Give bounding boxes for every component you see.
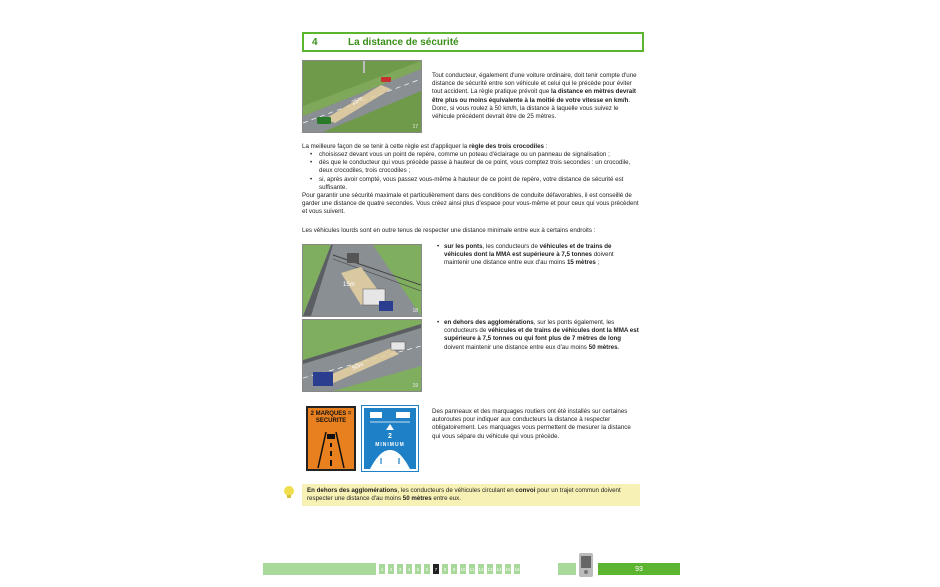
heavy1-bold-3: 15 mètres	[566, 259, 596, 267]
road-illustration	[303, 61, 421, 132]
chapter-tab-4[interactable]: 4	[405, 563, 413, 575]
orange-sign-text: 2 MARQUES = SECURITE	[310, 411, 352, 424]
signs-explanation: Des panneaux et des marquages routiers ont été installés sur certaines autoroutes pour indiquer aux conducteurs la distance à respecter obligatoirement. Les marquages vous permettent de mesurer la distance qui vous sépare du véhicule qui vous précède.	[432, 408, 631, 440]
chapter-tab-11[interactable]: 11	[468, 563, 476, 575]
two-marks-sign	[306, 406, 356, 471]
heavy1-text-2: doivent maintenir une distance entre eux d'au moins	[444, 251, 614, 267]
intro-paragraph	[432, 72, 640, 121]
footer-bar-left	[263, 563, 376, 575]
tip-bold-2: convoi	[515, 487, 536, 494]
lightbulb-icon	[282, 485, 296, 499]
footer-bar-mid	[558, 563, 576, 575]
heavy2-text-2: doivent maintenir une distance entre eux d'au moins	[444, 343, 589, 351]
img1-distance-label: 25m	[351, 95, 365, 107]
crocodile-rule-name: règle des trois crocodiles	[468, 143, 544, 150]
minimum-distance-sign	[362, 406, 418, 471]
bullet-icon: •	[437, 319, 440, 326]
img1-number: 17	[412, 124, 418, 130]
bridge-image-15m	[302, 244, 422, 317]
section-header	[302, 32, 644, 52]
heavy2-text-3: .	[617, 343, 620, 351]
road-markings-icon	[308, 430, 354, 468]
chapter-tab-1[interactable]: 1	[378, 563, 386, 575]
highway-illustration	[303, 320, 421, 391]
heavy2-text-1: , sur les ponts également, les conducteurs de	[444, 319, 615, 335]
bridge-illustration	[303, 245, 421, 316]
blue-sign-top: 2	[388, 433, 392, 440]
chapter-tab-10[interactable]: 10	[459, 563, 467, 575]
tip-bold-3: 50 mètres	[402, 495, 432, 503]
heavy-vehicles-intro: Les véhicules lourds sont en outre tenus de respecter une distance minimale entre eux à certains endroits :	[302, 227, 596, 234]
section-number: 4	[312, 36, 318, 48]
crocodile-lead	[302, 143, 640, 151]
chapter-tab-7[interactable]: 7	[432, 563, 440, 575]
img2-number: 18	[412, 308, 418, 314]
chapter-tab-16[interactable]: 16	[513, 563, 521, 575]
blue-sign-text: MINIMUM	[375, 442, 405, 448]
intro-text-1: Tout conducteur, également d'une voiture ordinaire, doit tenir compte d'une distance de sécurité entre son véhicule et celui qui le précède pour éviter tout accident. La règle pratique prévoit que	[432, 72, 637, 96]
crocodile-list	[303, 151, 641, 192]
chapter-tab-3[interactable]: 3	[396, 563, 404, 575]
intro-text-2: . Donc, si vous roulez à 50 km/h, la distance à laquelle vous suivez le véhicule précédent devrait être de 25 mètres.	[432, 96, 631, 121]
heavy-vehicles-bridges	[437, 243, 640, 268]
chapter-tab-6[interactable]: 6	[423, 563, 431, 575]
chapter-navigation	[378, 563, 521, 575]
tip-text-3: entre eux.	[431, 495, 461, 503]
heavy2-bold-1: en dehors des agglomérations	[444, 319, 534, 326]
list-item: • dès que le conducteur qui vous précède passe à hauteur de ce point, vous comptez trois secondes : un crocodile, deux crocodiles, trois crocodiles ;	[319, 159, 641, 175]
distance-sign-icon	[364, 408, 416, 469]
chapter-tab-5[interactable]: 5	[414, 563, 422, 575]
heavy-vehicles-outside-towns	[437, 319, 640, 352]
chapter-tab-15[interactable]: 15	[504, 563, 512, 575]
heavy2-bold-2: véhicules et de trains de véhicules dont la MMA est supérieure à 7,5 tonnes ou qui font plus de 7 mètres de long	[444, 327, 639, 343]
crocodile-lead-end: :	[543, 143, 548, 150]
road-image-25m	[302, 60, 422, 133]
tip-box	[302, 484, 640, 506]
list-item: • si, après avoir compté, vous passez vous-même à hauteur de ce point de repère, votre distance de sécurité est suffisante.	[319, 176, 641, 192]
chapter-tab-9[interactable]: 9	[450, 563, 458, 575]
heavy1-text-3: ;	[595, 259, 600, 267]
list-item: • choisissez devant vous un point de repère, comme un poteau d'éclairage ou un panneau de signalisation ;	[319, 151, 641, 159]
heavy1-text-1: , les conducteurs de	[482, 243, 540, 250]
chapter-tab-12[interactable]: 12	[477, 563, 485, 575]
chapter-tab-2[interactable]: 2	[387, 563, 395, 575]
bullet-icon: •	[437, 243, 440, 250]
heavy1-bold-2: véhicules et de trains de véhicules dont la MMA est supérieure à 7,5 tonnes	[444, 243, 612, 259]
crocodile-lead-text: La meilleure façon de se tenir à cette règle est d'appliquer la	[302, 143, 469, 150]
img3-distance-label: 50m	[351, 361, 365, 372]
heavy1-bold-1: sur les ponts	[444, 243, 483, 250]
intro-bold: la distance en mètres devrait être plus ou moins équivalente à la moitié de votre vitesse en km/h	[432, 88, 636, 104]
device-icon	[577, 553, 595, 577]
chapter-tab-8[interactable]: 8	[441, 563, 449, 575]
heavy2-bold-3: 50 mètres	[588, 343, 618, 351]
img2-distance-label: 15m	[343, 282, 355, 288]
chapter-tab-14[interactable]: 14	[495, 563, 503, 575]
page-number: 93	[598, 563, 680, 575]
section-title: La distance de sécurité	[348, 36, 459, 48]
tip-bold-1: En dehors des agglomérations	[307, 487, 398, 494]
tip-text-2: pour un trajet commun doivent respecter une distance d'au moins	[307, 487, 621, 503]
chapter-tab-13[interactable]: 13	[486, 563, 494, 575]
highway-image-50m	[302, 319, 422, 392]
bad-conditions-paragraph: Pour garantir une sécurité maximale et particulièrement dans des conditions de conduite défavorables, il est conseillé de garder une distance de quatre secondes. Vous créez ainsi plus d'espace pour vous-même et pour ceux qui vous précèdent et vous suivent.	[302, 192, 639, 216]
tip-text-1: , les conducteurs de véhicules circulant en	[397, 487, 516, 494]
img3-number: 19	[412, 383, 418, 389]
